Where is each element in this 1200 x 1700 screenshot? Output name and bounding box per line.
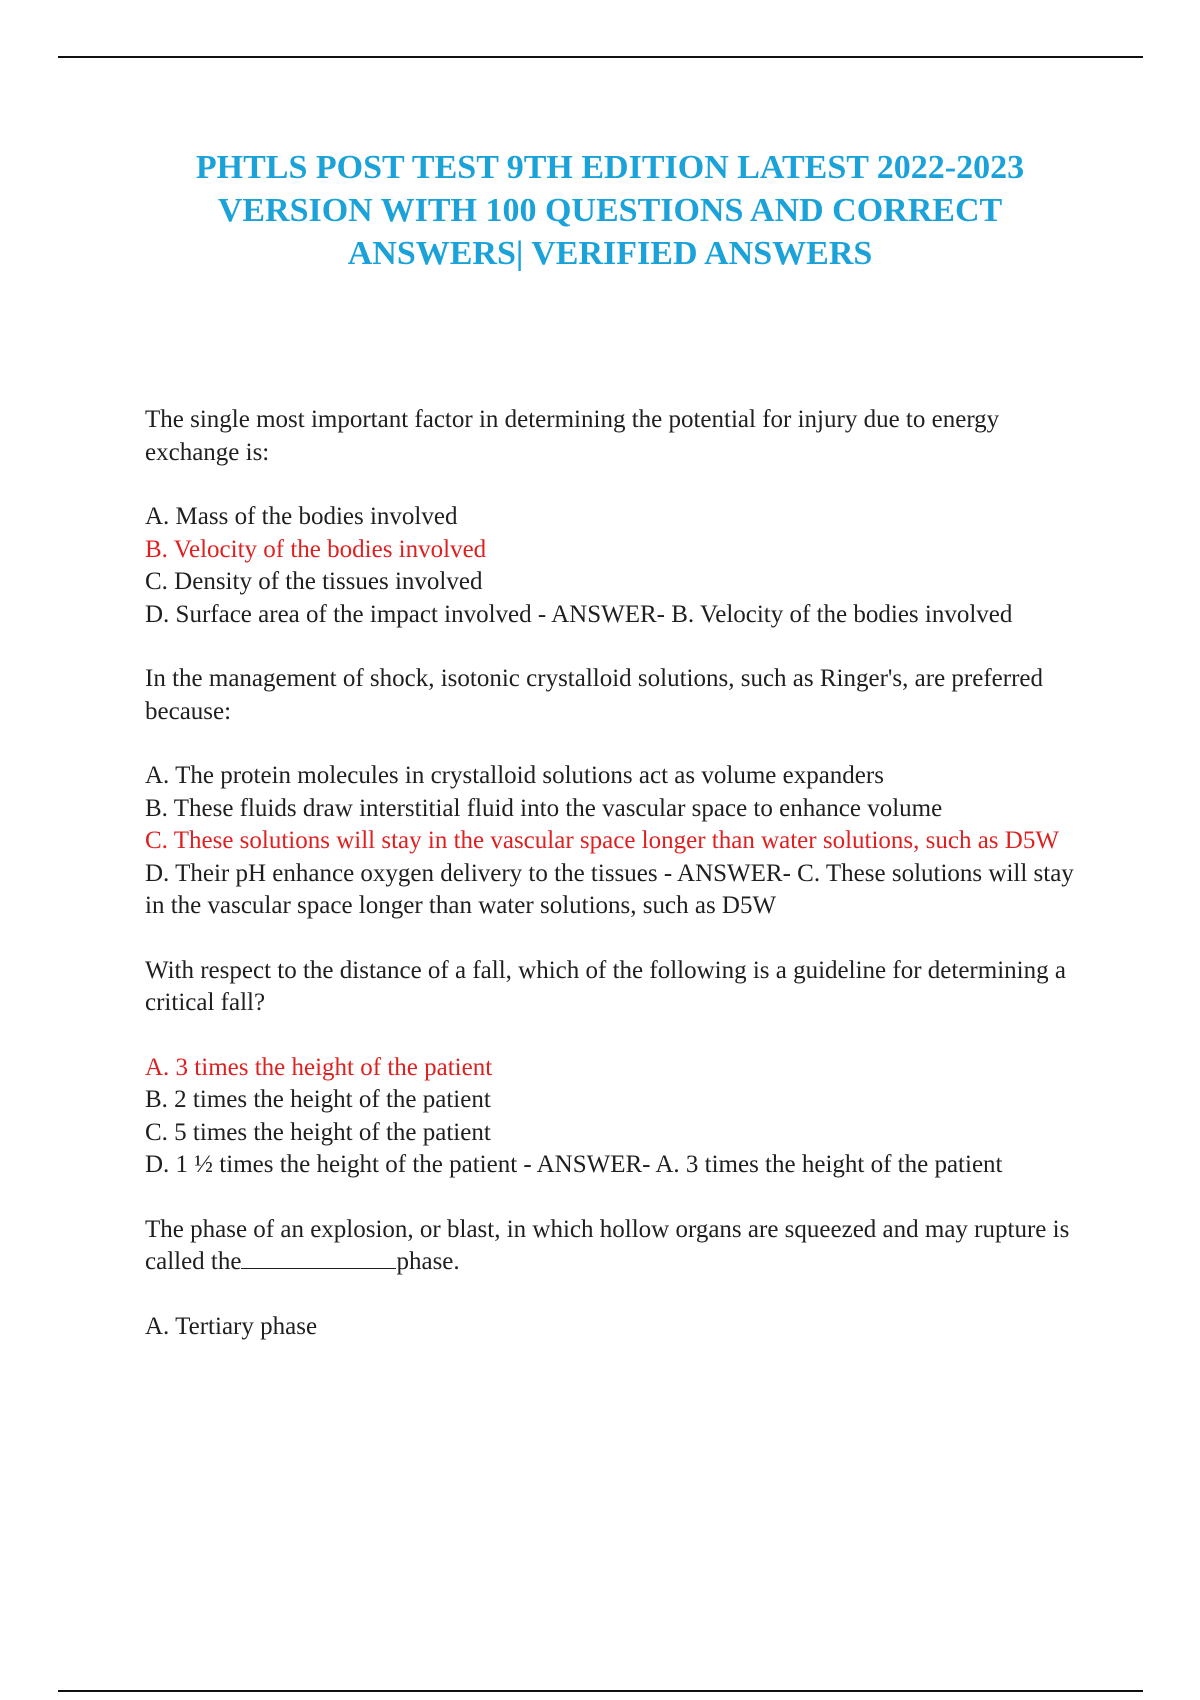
answer-option: A. Tertiary phase — [145, 1312, 318, 1340]
question-stem-text: The phase of an explosion, or blast, in which hollow organs are squeezed and may rupture is called the — [145, 1215, 1070, 1275]
answer-options — [145, 501, 1095, 631]
answer-option: A. The protein molecules in crystalloid solutions act as volume expanders — [145, 762, 884, 789]
answer-option-with-key: D. Their pH enhance oxygen delivery to the tissues - ANSWER- C. These solutions will stay in the vascular space longer than water solutions, such as D5W — [145, 859, 1074, 919]
answer-options — [145, 1052, 1095, 1182]
question-stem-suffix: phase. — [396, 1248, 460, 1275]
answer-option-correct: C. These solutions will stay in the vascular space longer than water solutions, such as D5W — [145, 827, 1059, 854]
question-block — [145, 1214, 1095, 1344]
question-stem: The single most important factor in determining the potential for injury due to energy exchange is: — [145, 406, 1000, 466]
answer-options — [145, 760, 1095, 923]
answer-option: C. 5 times the height of the patient — [145, 1118, 491, 1146]
answer-option-correct: B. Velocity of the bodies involved — [145, 535, 487, 563]
answer-option: B. 2 times the height of the patient — [145, 1086, 491, 1113]
question-stem: In the management of shock, isotonic crystalloid solutions, such as Ringer's, are preferred because: — [145, 665, 1044, 725]
answer-options — [145, 1311, 1095, 1344]
document-title: PHTLS POST TEST 9TH EDITION LATEST 2022-2023 VERSION WITH 100 QUESTIONS AND CORRECT ANSWERS| VERIFIED ANSWERS — [195, 149, 1025, 272]
footer-rule — [58, 1690, 1143, 1692]
answer-option-with-key: D. Surface area of the impact involved - ANSWER- B. Velocity of the bodies involved — [145, 600, 1013, 628]
question-block — [145, 955, 1095, 1182]
answer-option-with-key: D. 1 ½ times the height of the patient - ANSWER- A. 3 times the height of the patient — [145, 1151, 1003, 1178]
header-rule — [58, 56, 1143, 58]
answer-option-correct: A. 3 times the height of the patient — [145, 1053, 493, 1081]
fill-in-blank-line — [241, 1248, 396, 1269]
question-list — [145, 404, 1095, 1375]
answer-option: C. Density of the tissues involved — [145, 568, 483, 595]
answer-option: B. These fluids draw interstitial fluid into the vascular space to enhance volume — [145, 794, 943, 822]
answer-option: A. Mass of the bodies involved — [145, 503, 458, 530]
question-stem: With respect to the distance of a fall, which of the following is a guideline for determining a critical fall? — [145, 956, 1066, 1016]
question-block — [145, 663, 1095, 923]
question-stem — [145, 1214, 1095, 1279]
question-block — [145, 404, 1095, 631]
